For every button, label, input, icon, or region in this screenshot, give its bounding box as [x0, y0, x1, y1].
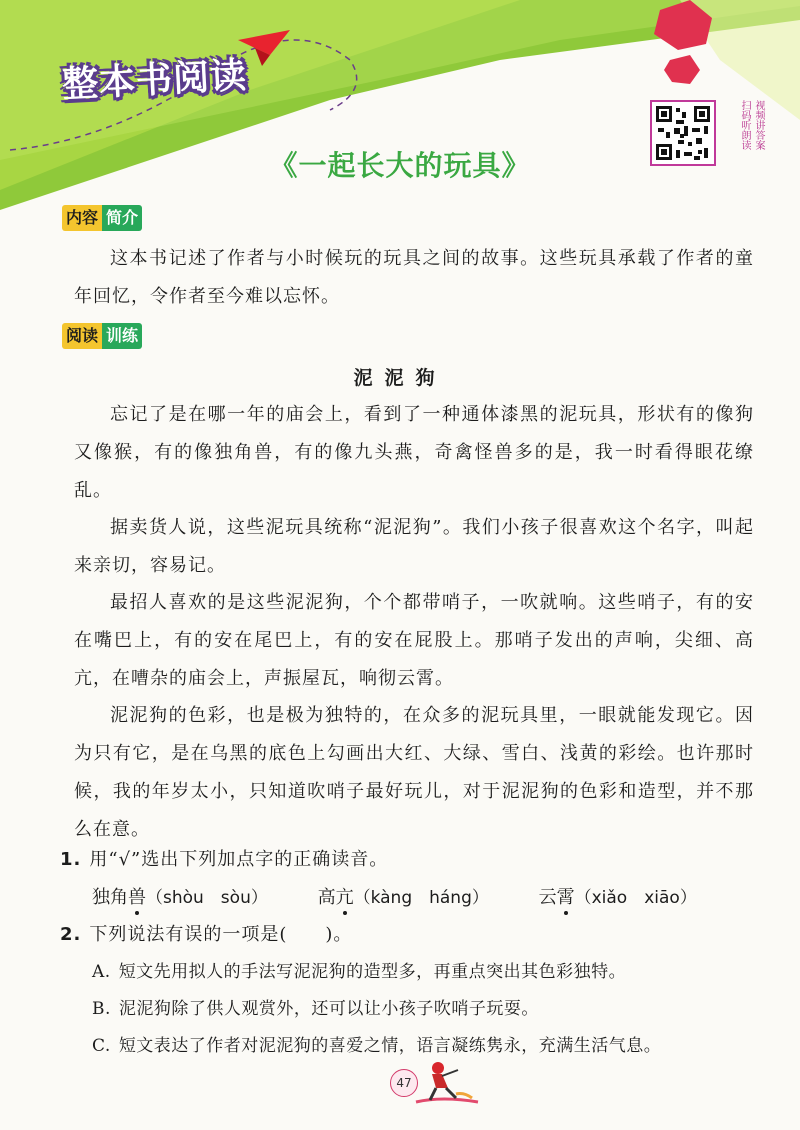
option-a[interactable] — [92, 960, 772, 984]
word-part: 独角 — [92, 887, 128, 908]
summary-tag — [62, 205, 142, 231]
pinyin-item[interactable] — [92, 886, 268, 910]
question-2 — [60, 923, 352, 947]
summary-text: 这本书记述了作者与小时候玩的玩具之间的故事。这些玩具承载了作者的童年回忆，令作者至今难以忘怀。 — [74, 248, 754, 307]
question-2-number: 2. — [60, 924, 82, 945]
paragraph-4: 泥泥狗的色彩，也是极为独特的，在众多的泥玩具里，一眼就能发现它。因为只有它，是在乌黑的底色上勾画出大红、大绿、雪白、浅黄的彩绘。也许那时候，我的年岁太小，只知道吹哨子最好玩儿，对于泥泥狗的色彩和造型，并不那么在意。 — [74, 705, 754, 840]
summary-tag-b: 简介 — [102, 205, 142, 231]
qr-caption-col2: 扫码听朗读 — [739, 100, 750, 150]
page-number: 47 — [390, 1069, 418, 1097]
pinyin-options: （xiǎo xiāo） — [574, 888, 697, 908]
option-text: 泥泥狗除了供人观赏外，还可以让小孩子吹哨子玩耍。 — [118, 999, 539, 1019]
reading-tag-a: 阅读 — [62, 323, 102, 349]
reading-tag-b: 训练 — [102, 323, 142, 349]
paragraph-2: 据卖货人说，这些泥玩具统称“泥泥狗”。我们小孩子很喜欢这个名字，叫起来亲切，容易记。 — [74, 517, 754, 576]
running-figure-icon — [412, 1058, 482, 1106]
paragraph-3: 最招人喜欢的是这些泥泥狗，个个都带哨子，一吹就响。这些哨子，有的安在嘴巴上，有的安在尾巴上，有的安在屁股上。那哨子发出的声响，尖细、高亢，在嘈杂的庙会上，声振屋瓦，响彻云霄。 — [74, 592, 754, 689]
question-1-text: 用“√”选出下列加点字的正确读音。 — [89, 849, 389, 870]
pinyin-options: （shòu sòu） — [146, 888, 268, 908]
dotted-char: 亢 — [335, 887, 354, 908]
option-letter: B. — [92, 999, 111, 1019]
question-2-text: 下列说法有误的一项是( )。 — [89, 924, 353, 945]
option-letter: A. — [92, 962, 111, 982]
qr-caption — [718, 100, 764, 150]
reading-tag — [62, 323, 142, 349]
section-title: 整本书阅读 — [61, 55, 249, 106]
option-text: 短文表达了作者对泥泥狗的喜爱之情，语言凝练隽永，充满生活气息。 — [118, 1036, 662, 1056]
option-text: 短文先用拟人的手法写泥泥狗的造型多，再重点突出其色彩独特。 — [118, 962, 627, 982]
pinyin-item[interactable] — [539, 886, 697, 910]
summary-tag-a: 内容 — [62, 205, 102, 231]
question-1-number: 1. — [60, 849, 82, 870]
dotted-char: 霄 — [556, 887, 575, 908]
article-title: 泥泥狗 — [353, 367, 447, 389]
option-c[interactable] — [92, 1034, 772, 1058]
qr-caption-col1: 视频讲答案 — [753, 100, 764, 150]
pinyin-item[interactable] — [318, 886, 489, 910]
question-1 — [60, 848, 388, 872]
option-b[interactable] — [92, 997, 772, 1021]
question-1-items — [92, 886, 741, 910]
pinyin-options: （kàng háng） — [353, 888, 489, 908]
option-letter: C. — [92, 1036, 111, 1056]
word-part: 云 — [538, 887, 557, 908]
book-title: 《一起长大的玩具》 — [269, 149, 531, 182]
word-part: 高 — [317, 887, 336, 908]
dotted-char: 兽 — [128, 887, 146, 908]
paragraph-1: 忘记了是在哪一年的庙会上，看到了一种通体漆黑的泥玩具，形状有的像狗又像猴，有的像独角兽，有的像九头燕，奇禽怪兽多的是，我一时看得眼花缭乱。 — [74, 404, 754, 501]
